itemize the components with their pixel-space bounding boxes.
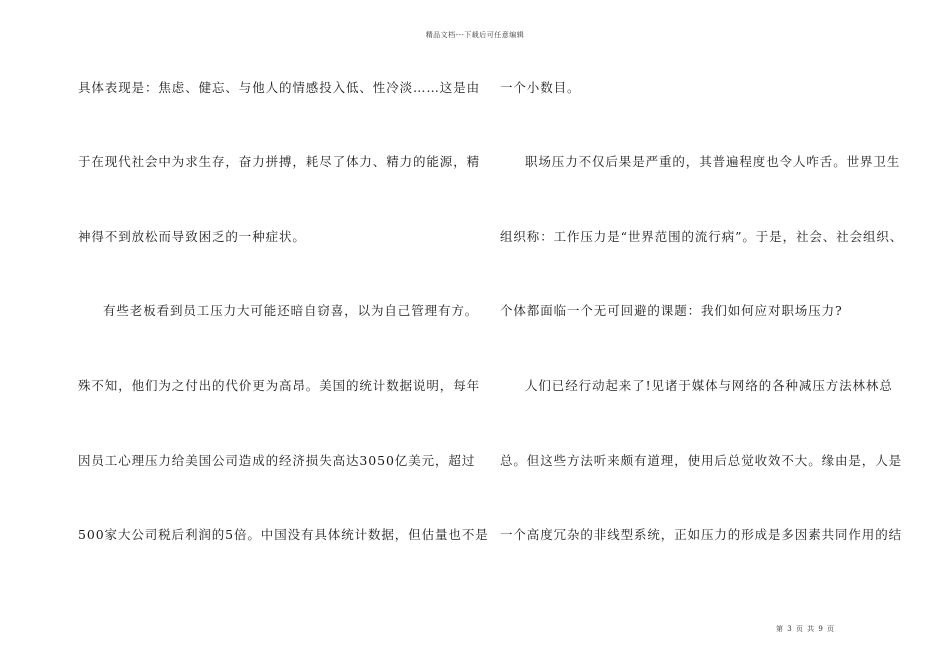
text-line: 于在现代社会中为求生存，奋力拼搏，耗尽了体力、精力的能源，精 [78,154,481,169]
text-line: 具体表现是：焦虑、健忘、与他人的情感投入低、性冷淡……这是由 [78,80,481,95]
paragraph-first-line: 人们已经行动起来了!见诸于媒体与网络的各种减压方法林林总 [525,378,893,393]
text-line: 总。但这些方法听来颇有道理，使用后总觉收效不大。缘由是，人是 [500,453,903,468]
text-line: 殊不知，他们为之付出的代价更为高昂。美国的统计数据说明，每年 [78,378,481,393]
text-line: 个体都面临一个无可回避的课题：我们如何应对职场压力? [500,303,843,318]
paragraph-first-line: 有些老板看到员工压力大可能还暗自窃喜，以为自己管理有方。 [103,303,479,318]
paragraph-first-line: 职场压力不仅后果是严重的，其普遍程度也令人咋舌。世界卫生 [525,154,901,169]
text-line: 因员工心理压力给美国公司造成的经济损失高达3050亿美元，超过 [78,453,476,468]
page-header: 精品文档---下载后可任意编辑 [425,31,525,39]
text-line: 一个高度冗杂的非线型系统，正如压力的形成是多因素共同作用的结 [500,527,903,542]
page-number: 第 3 页 共 9 页 [776,625,836,633]
text-line: 神得不到放松而导致困乏的一种症状。 [78,229,306,244]
text-line: 一个小数目。 [500,80,581,95]
text-line: 500家大公司税后利润的5倍。中国没有具体统计数据，但估量也不是 [78,527,489,542]
text-line: 组织称：工作压力是“世界范围的流行病”。于是，社会、社会组织、 [500,229,904,244]
